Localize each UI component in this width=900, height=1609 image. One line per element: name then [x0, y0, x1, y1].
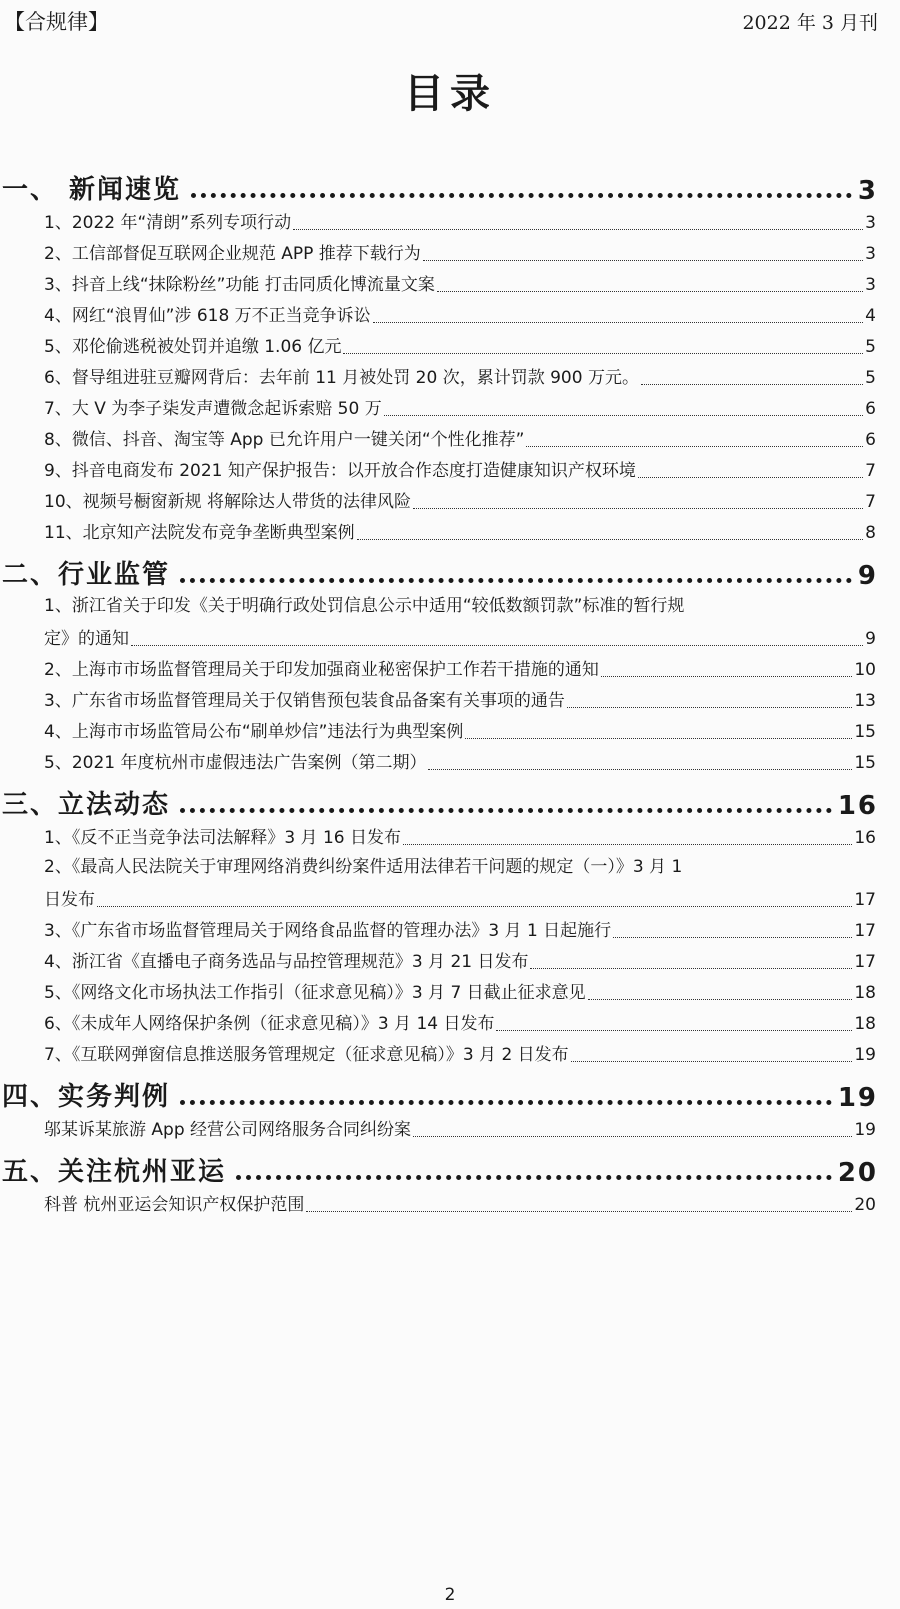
dot-leader	[601, 676, 853, 677]
toc-entry[interactable]	[44, 1038, 876, 1069]
toc-entry[interactable]	[44, 1113, 876, 1144]
entry-page-number: 3	[865, 275, 876, 295]
toc-entry[interactable]	[44, 591, 876, 653]
section-title: 五、关注杭州亚运	[2, 1157, 227, 1187]
entry-title: 5、邓伦偷逃税被处罚并追缴 1.06 亿元	[44, 337, 342, 357]
entry-page-number: 4	[865, 306, 876, 326]
entry-title: 7、大 V 为李子柒发声遭微念起诉索赔 50 万	[44, 399, 382, 419]
dot-leader	[613, 937, 852, 938]
section-items	[0, 1113, 900, 1144]
toc-section[interactable]	[0, 1144, 900, 1188]
dot-leader	[343, 353, 863, 354]
toc-entry[interactable]	[44, 653, 876, 684]
toc-entry[interactable]	[44, 852, 876, 914]
dot-leader	[588, 999, 853, 1000]
entry-title: 1、《反不正当竞争法司法解释》3 月 16 日发布	[44, 828, 401, 848]
entry-title: 2、工信部督促互联网企业规范 APP 推荐下载行为	[44, 244, 421, 264]
entry-page-number: 17	[854, 921, 876, 941]
entry-page-number: 15	[854, 722, 876, 742]
dot-leader	[428, 769, 852, 770]
section-items	[0, 1188, 900, 1219]
dot-leader	[236, 1175, 832, 1180]
dot-leader	[357, 539, 864, 540]
toc-entry[interactable]	[44, 237, 876, 268]
dot-leader	[191, 193, 852, 198]
entry-page-number: 3	[865, 244, 876, 264]
toc-section[interactable]	[0, 547, 900, 591]
toc-entry[interactable]	[44, 1188, 876, 1219]
entry-page-number: 18	[854, 1014, 876, 1034]
entry-page-number: 3	[865, 213, 876, 233]
page-number: 2	[444, 1585, 456, 1605]
entry-title: 9、抖音电商发布 2021 知产保护报告：以开放合作态度打造健康知识产权环境	[44, 461, 636, 481]
entry-page-number: 7	[865, 461, 876, 481]
entry-title: 11、北京知产法院发布竞争垄断典型案例	[44, 523, 355, 543]
toc-entry[interactable]	[44, 821, 876, 852]
toc-entry[interactable]	[44, 485, 876, 516]
toc-entry[interactable]	[44, 1007, 876, 1038]
section-items	[0, 206, 900, 547]
section-title: 二、行业监管	[2, 560, 171, 590]
toc-entry[interactable]	[44, 361, 876, 392]
dot-leader	[530, 968, 852, 969]
entry-title: 邬某诉某旅游 App 经营公司网络服务合同纠纷案	[44, 1120, 412, 1140]
entry-title: 3、抖音上线“抹除粉丝”功能 打击同质化博流量文案	[44, 275, 435, 295]
entry-title-continued: 定》的通知	[44, 629, 129, 649]
section-title: 一、 新闻速览	[2, 175, 182, 205]
dot-leader	[465, 738, 852, 739]
dot-leader	[496, 1030, 852, 1031]
entry-page-number: 19	[854, 1120, 876, 1140]
entry-title: 5、2021 年度杭州市虚假违法广告案例（第二期）	[44, 753, 427, 773]
entry-page-number: 17	[854, 890, 876, 910]
section-items	[0, 821, 900, 1069]
toc-entry[interactable]	[44, 684, 876, 715]
section-page-number: 9	[857, 561, 878, 591]
entry-title: 1、浙江省关于印发《关于明确行政处罚信息公示中适用“较低数额罚款”标准的暂行规	[44, 596, 685, 616]
toc-entry[interactable]	[44, 268, 876, 299]
entry-page-number: 8	[865, 523, 876, 543]
dot-leader	[413, 508, 863, 509]
dot-leader	[97, 906, 852, 907]
entry-title: 4、浙江省《直播电子商务选品与品控管理规范》3 月 21 日发布	[44, 952, 529, 972]
section-page-number: 16	[837, 791, 878, 821]
dot-leader	[384, 415, 863, 416]
entry-title: 1、2022 年“清朗”系列专项行动	[44, 213, 292, 233]
dot-leader	[638, 477, 863, 478]
toc-entry[interactable]	[44, 299, 876, 330]
toc-entry[interactable]	[44, 746, 876, 777]
entry-page-number: 16	[854, 828, 876, 848]
dot-leader	[526, 446, 863, 447]
entry-page-number: 6	[865, 399, 876, 419]
toc-entry[interactable]	[44, 423, 876, 454]
entry-title: 2、上海市市场监督管理局关于印发加强商业秘密保护工作若干措施的通知	[44, 660, 599, 680]
page-title: 目录	[404, 71, 496, 117]
dot-leader	[373, 322, 863, 323]
entry-page-number: 5	[865, 337, 876, 357]
toc-entry[interactable]	[44, 976, 876, 1007]
dot-leader	[571, 1061, 853, 1062]
section-page-number: 19	[837, 1083, 878, 1113]
entry-title: 2、《最高人民法院关于审理网络消费纠纷案件适用法律若干问题的规定（一）》3 月 1	[44, 857, 683, 877]
entry-page-number: 7	[865, 492, 876, 512]
section-page-number: 3	[857, 176, 878, 206]
section-items	[0, 591, 900, 777]
dot-leader	[423, 260, 863, 261]
dot-leader	[641, 384, 863, 385]
entry-page-number: 9	[865, 629, 876, 649]
entry-title: 8、微信、抖音、淘宝等 App 已允许用户一键关闭“个性化推荐”	[44, 430, 525, 450]
entry-title: 4、上海市市场监管局公布“刷单炒信”违法行为典型案例	[44, 722, 464, 742]
toc-section[interactable]	[0, 777, 900, 821]
entry-title: 10、视频号橱窗新规 将解除达人带货的法律风险	[44, 492, 412, 512]
entry-title: 7、《互联网弹窗信息推送服务管理规定（征求意见稿）》3 月 2 日发布	[44, 1045, 569, 1065]
dot-leader	[180, 578, 852, 583]
toc-entry[interactable]	[44, 715, 876, 746]
entry-page-number: 15	[854, 753, 876, 773]
entry-title: 3、广东省市场监督管理局关于仅销售预包装食品备案有关事项的通告	[44, 691, 565, 711]
dot-leader	[131, 645, 863, 646]
toc-entry[interactable]	[44, 454, 876, 485]
toc-entry[interactable]	[44, 330, 876, 361]
toc-section[interactable]	[0, 1069, 900, 1113]
section-page-number: 20	[837, 1158, 878, 1188]
section-title: 三、立法动态	[2, 790, 171, 820]
entry-title: 3、《广东省市场监督管理局关于网络食品监督的管理办法》3 月 1 日起施行	[44, 921, 612, 941]
toc-section[interactable]	[0, 162, 900, 206]
dot-leader	[567, 707, 853, 708]
entry-page-number: 20	[854, 1195, 876, 1215]
toc-entry[interactable]	[44, 945, 876, 976]
dot-leader	[437, 291, 863, 292]
dot-leader	[180, 808, 832, 813]
toc-entry[interactable]	[44, 392, 876, 423]
entry-title-continued: 日发布	[44, 890, 95, 910]
entry-title: 5、《网络文化市场执法工作指引（征求意见稿）》3 月 7 日截止征求意见	[44, 983, 586, 1003]
entry-page-number: 10	[854, 660, 876, 680]
issue-date: 2022 年 3 月刊	[742, 12, 878, 34]
entry-page-number: 5	[865, 368, 876, 388]
dot-leader	[306, 1211, 852, 1212]
entry-page-number: 19	[854, 1045, 876, 1065]
table-of-contents	[0, 162, 900, 1219]
entry-title: 6、《未成年人网络保护条例（征求意见稿）》3 月 14 日发布	[44, 1014, 495, 1034]
dot-leader	[403, 844, 852, 845]
toc-entry[interactable]	[44, 516, 876, 547]
dot-leader	[293, 229, 863, 230]
entry-page-number: 6	[865, 430, 876, 450]
page-header	[0, 6, 900, 36]
entry-title: 科普 杭州亚运会知识产权保护范围	[44, 1195, 305, 1215]
entry-title: 4、网红“浪胃仙”涉 618 万不正当竞争诉讼	[44, 306, 371, 326]
dot-leader	[413, 1136, 852, 1137]
toc-entry[interactable]	[44, 914, 876, 945]
section-title: 四、实务判例	[2, 1082, 171, 1112]
entry-page-number: 13	[854, 691, 876, 711]
entry-title: 6、督导组进驻豆瓣网背后：去年前 11 月被处罚 20 次，累计罚款 900 万元。	[44, 368, 639, 388]
brand-label: 【合规律】	[4, 10, 109, 34]
toc-entry[interactable]	[44, 206, 876, 237]
entry-page-number: 18	[854, 983, 876, 1003]
dot-leader	[180, 1100, 832, 1105]
entry-page-number: 17	[854, 952, 876, 972]
